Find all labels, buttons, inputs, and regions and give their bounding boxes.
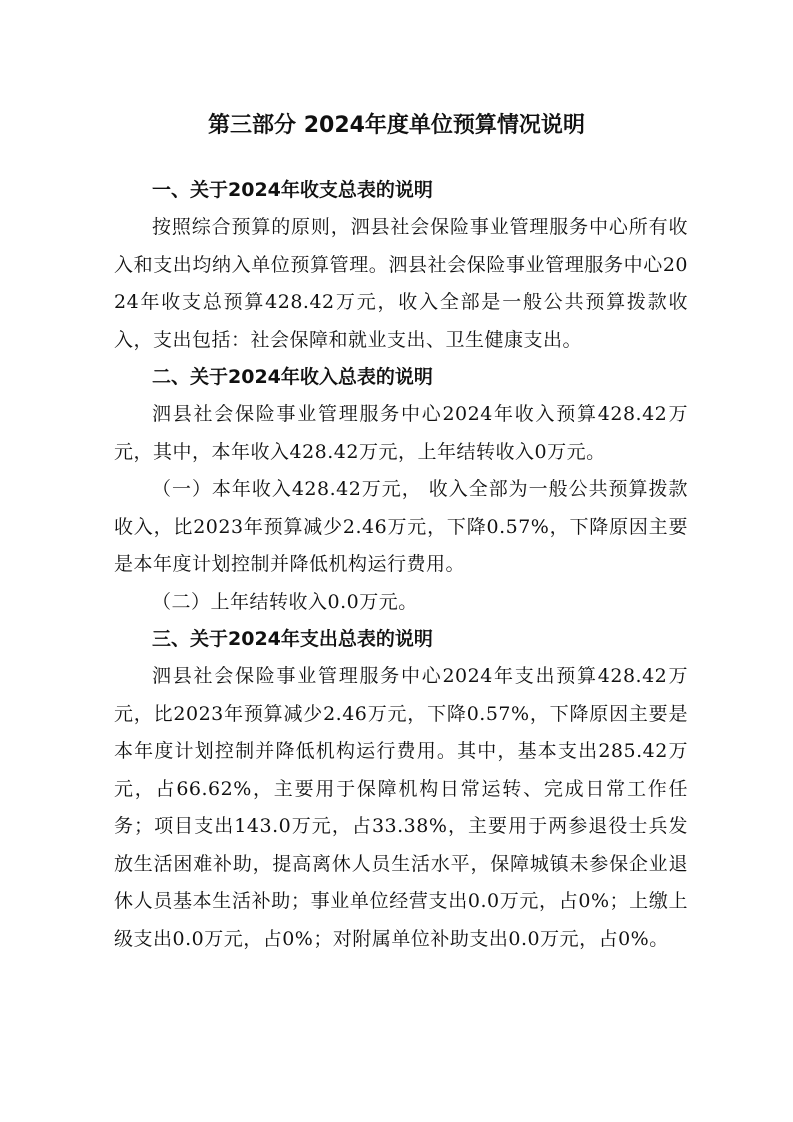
section-paragraph: 泗县社会保险事业管理服务中心2024年支出预算428.42万元，比2023年预算减少2.46万元，下降0.57%，下降原因主要是本年度计划控制并降低机构运行费用。其中，基本支出285.42万元，占66.62%，主要用于保障机构日常运转、完成日常工作任务；项目支出143.0万元，占33.38%，主要用于两参退役士兵发放生活困难补助，提高离休人员生活水平，保障城镇未参保企业退休人员基本生活补助；事业单位经营支出0.0万元，占0%；上缴上级支出0.0万元，占0%；对附属单位补助支出0.0万元，占0%。 <box>114 665 688 950</box>
section-paragraph: （二）上年结转收入0.0万元。 <box>152 590 418 613</box>
section-income-expenditure-summary <box>114 172 688 359</box>
section-heading: 二、关于2024年收入总表的说明 <box>152 366 433 388</box>
page-title: 第三部分 2024年度单位预算情况说明 <box>208 113 585 138</box>
section-heading: 一、关于2024年收支总表的说明 <box>152 179 433 201</box>
section-income-summary <box>114 359 688 621</box>
section-paragraph: 按照综合预算的原则，泗县社会保险事业管理服务中心所有收入和支出均纳入单位预算管理。泗县社会保险事业管理服务中心2024年收支总预算428.42万元，收入全部是一般公共预算拨款收入，支出包括：社会保障和就业支出、卫生健康支出。 <box>114 216 688 351</box>
section-paragraph: 泗县社会保险事业管理服务中心2024年收入预算428.42万元，其中，本年收入428.42万元，上年结转收入0万元。 <box>114 403 688 463</box>
section-expenditure-summary <box>114 621 688 958</box>
section-paragraph: （一）本年收入428.42万元， 收入全部为一般公共预算拨款收入，比2023年预算减少2.46万元，下降0.57%，下降原因主要是本年度计划控制并降低机构运行费用。 <box>114 478 688 575</box>
document-body <box>114 172 688 958</box>
section-heading: 三、关于2024年支出总表的说明 <box>152 628 433 650</box>
